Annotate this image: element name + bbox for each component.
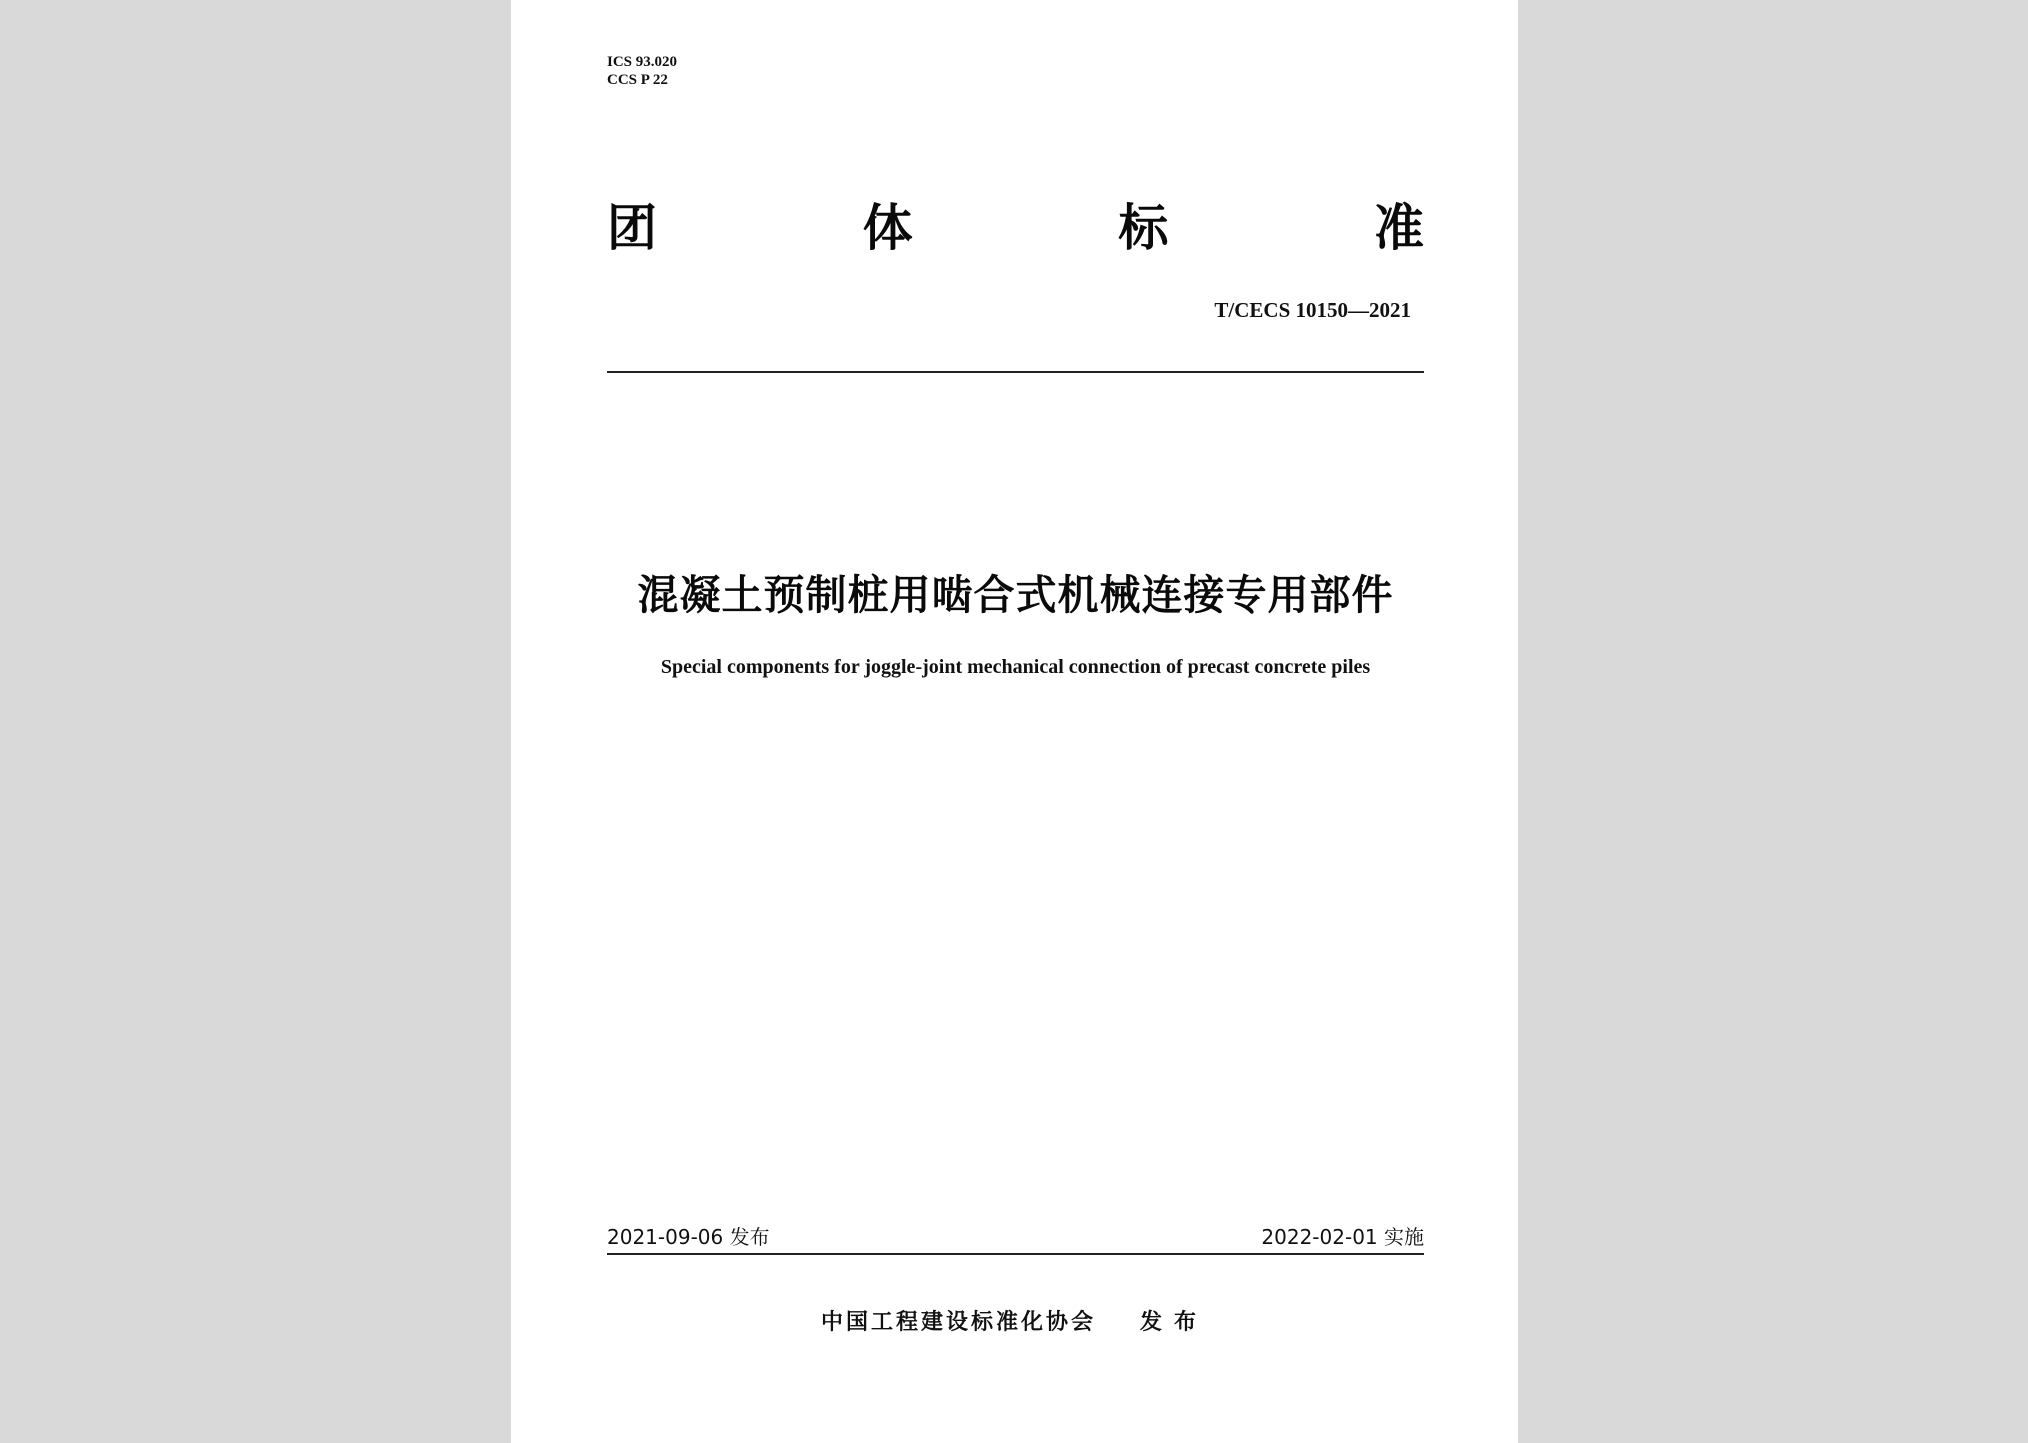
document-page [511,0,1518,1443]
publish-date: 2021-09-06 发布 [607,1225,770,1249]
implement-date: 2022-02-01 实施 [1261,1225,1424,1249]
top-divider [607,371,1424,373]
title-english: Special components for joggle-joint mechanical connection of precast concrete piles [660,656,1371,678]
standard-number: T/CECS 10150—2021 [1214,298,1411,322]
ics-code: ICS 93.020 [607,54,678,70]
classification-codes [607,53,677,89]
publisher-organization: 中国工程建设标准化协会 [820,1310,1096,1335]
publisher-verb: 发布 [1140,1310,1209,1335]
bottom-divider [607,1253,1424,1255]
standard-type-char: 体 [862,199,913,257]
dates-row [607,1221,1424,1250]
standard-type-char: 标 [1118,199,1169,257]
standard-type-char: 团 [607,199,657,257]
ccs-code: CCS P 22 [607,72,668,88]
publisher-line [511,1305,1518,1336]
standard-type-heading [607,198,1424,258]
standard-type-char: 准 [1373,199,1424,257]
title-chinese: 混凝土预制桩用啮合式机械连接专用部件 [637,571,1394,619]
